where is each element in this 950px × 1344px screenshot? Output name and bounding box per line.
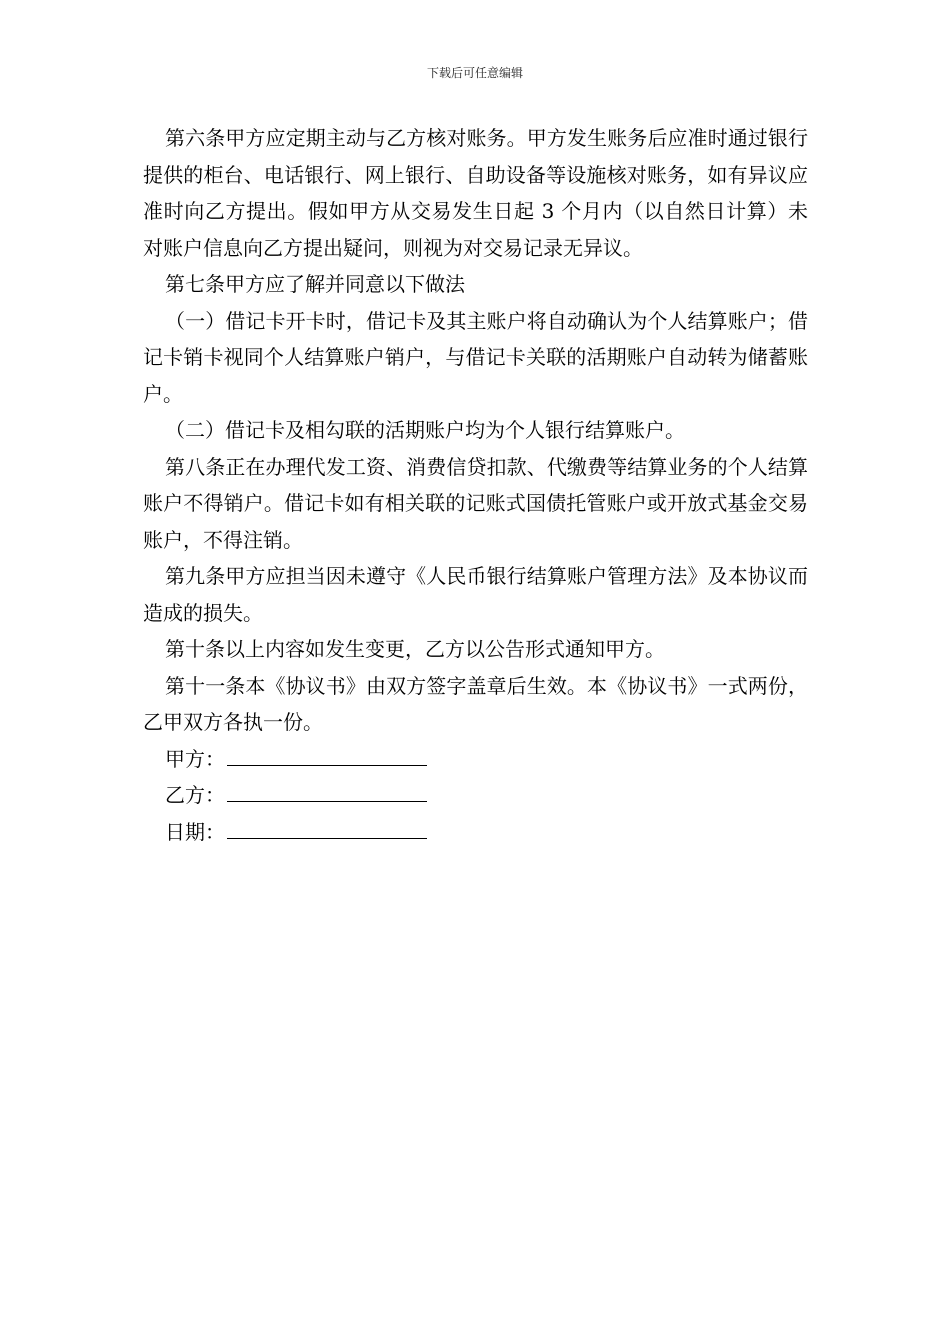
signature-party-b <box>143 777 808 814</box>
article-7: 第七条甲方应了解并同意以下做法 <box>165 272 465 296</box>
signature-date-label: 日期： <box>165 819 225 844</box>
article-7-clause-1: （一）借记卡开卡时，借记卡及其主账户将自动确认为个人结算账户；借记卡销卡视同个人结算账户销户，与借记卡关联的活期账户自动转为储蓄账户。 <box>143 308 808 406</box>
signature-party-b-label: 乙方： <box>165 783 225 807</box>
page-header: 下载后可任意编辑 <box>426 66 523 80</box>
document-body <box>143 120 808 850</box>
signature-date <box>143 814 808 851</box>
article-11: 第十一条本《协议书》由双方签字盖章后生效。本《协议书》一式两份，乙甲双方各执一份。 <box>143 673 808 734</box>
signature-party-a <box>143 741 808 778</box>
signature-date-line[interactable] <box>227 818 427 839</box>
article-7-clause-2: （二）借记卡及相勾联的活期账户均为个人银行结算账户。 <box>165 418 685 442</box>
signature-party-a-line[interactable] <box>227 745 427 766</box>
article-10: 第十条以上内容如发生变更，乙方以公告形式通知甲方。 <box>165 637 665 661</box>
article-9: 第九条甲方应担当因未遵守《人民币银行结算账户管理方法》及本协议而造成的损失。 <box>143 564 808 625</box>
article-8: 第八条正在办理代发工资、消费信贷扣款、代缴费等结算业务的个人结算账户不得销户。借记卡如有相关联的记账式国债托管账户或开放式基金交易账户，不得注销。 <box>143 454 808 552</box>
signature-party-a-label: 甲方： <box>165 746 225 771</box>
signature-party-b-line[interactable] <box>227 781 427 802</box>
article-6: 第六条甲方应定期主动与乙方核对账务。甲方发生账务后应准时通过银行提供的柜台、电话银行、网上银行、自助设备等设施核对账务，如有异议应准时向乙方提出。假如甲方从交易发生日起 3 个月内（以自然日计算）未对账户信息向乙方提出疑问，则视为对交易记录无异议。 <box>143 126 808 260</box>
